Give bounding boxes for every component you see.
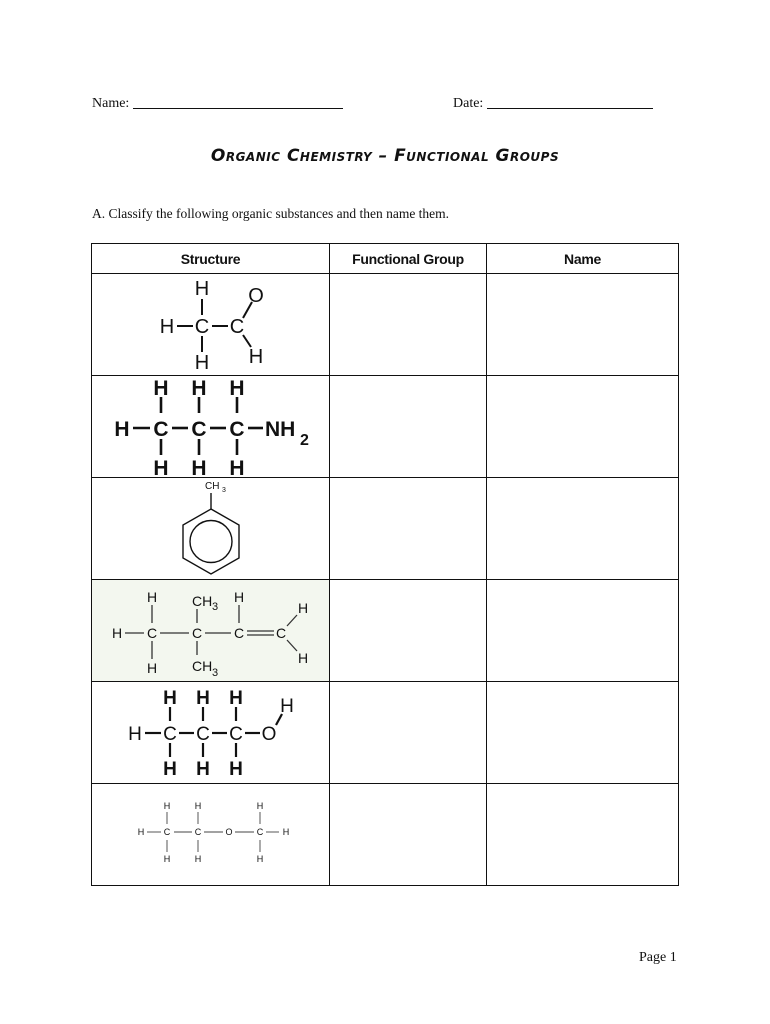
name-answer[interactable]	[487, 376, 679, 478]
atom-label: H	[248, 345, 264, 368]
atom-subscript: 3	[212, 600, 219, 613]
atom-label: H	[146, 659, 158, 676]
atom-label: H	[153, 456, 169, 477]
atom-label: H	[194, 800, 202, 811]
atom-label: C	[194, 315, 210, 338]
structure-cell	[92, 784, 330, 886]
structure-cell	[92, 682, 330, 784]
atom-subscript: 3	[212, 666, 219, 679]
name-blank[interactable]	[133, 94, 343, 109]
functional-group-answer[interactable]	[330, 784, 487, 886]
worksheet-table	[91, 243, 679, 886]
atom-label: H	[111, 624, 123, 641]
date-blank[interactable]	[487, 94, 653, 109]
header-functional-group: Functional Group	[330, 244, 487, 274]
structure-alkene	[92, 581, 329, 681]
atom-label: C	[191, 417, 207, 441]
atom-label: C	[146, 624, 158, 641]
structure-ether	[92, 785, 329, 885]
atom-label: H	[280, 695, 294, 717]
table-row	[92, 274, 679, 376]
atom-label: H	[163, 687, 177, 709]
atom-label: H	[256, 853, 264, 864]
atom-label: H	[194, 351, 210, 374]
atom-label: H	[194, 277, 210, 300]
name-label: Name:	[92, 96, 130, 111]
atom-label: H	[282, 826, 290, 837]
atom-label: H	[196, 687, 210, 709]
atom-label: CH	[192, 657, 213, 674]
atom-label: C	[256, 826, 264, 837]
page-title: Organic Chemistry – Functional Groups	[210, 146, 560, 166]
atom-label: H	[163, 758, 177, 780]
atom-label: H	[229, 758, 243, 780]
name-field[interactable]	[92, 94, 343, 112]
atom-label: C	[275, 624, 287, 641]
structure-toluene	[92, 479, 329, 579]
atom-label: O	[248, 284, 264, 307]
atom-label: C	[229, 723, 243, 745]
table-row	[92, 478, 679, 580]
instruction-text: A. Classify the following organic substances and then name them.	[92, 206, 450, 221]
atom-label: C	[163, 826, 171, 837]
name-answer[interactable]	[487, 274, 679, 376]
functional-group-answer[interactable]	[330, 376, 487, 478]
atom-label: C	[194, 826, 202, 837]
atom-label: H	[163, 853, 171, 864]
date-field[interactable]	[453, 94, 653, 112]
functional-group-answer[interactable]	[330, 580, 487, 682]
functional-group-answer[interactable]	[330, 682, 487, 784]
atom-label: O	[225, 826, 233, 837]
table-row	[92, 580, 679, 682]
name-answer[interactable]	[487, 682, 679, 784]
atom-subscript: 2	[300, 431, 309, 449]
name-answer[interactable]	[487, 580, 679, 682]
atom-label: C	[153, 417, 169, 441]
table-row	[92, 682, 679, 784]
header-structure: Structure	[92, 244, 330, 274]
atom-label: H	[163, 800, 171, 811]
atom-label: C	[229, 315, 245, 338]
atom-label: H	[146, 588, 158, 605]
functional-group-answer[interactable]	[330, 274, 487, 376]
atom-label: H	[297, 599, 309, 616]
atom-label: C	[229, 417, 245, 441]
table-row	[92, 376, 679, 478]
atom-label: H	[196, 758, 210, 780]
page-number: Page 1	[639, 950, 677, 965]
atom-label: H	[256, 800, 264, 811]
atom-label: NH	[265, 417, 296, 441]
atom-label: H	[233, 588, 245, 605]
atom-label: H	[159, 315, 175, 338]
atom-label: H	[114, 417, 130, 441]
structure-alcohol	[92, 683, 329, 783]
atom-label: H	[128, 723, 142, 745]
table-row	[92, 784, 679, 886]
atom-label: H	[229, 376, 245, 400]
atom-label: H	[194, 853, 202, 864]
atom-subscript: 3	[222, 486, 226, 494]
atom-label: C	[163, 723, 177, 745]
structure-cell	[92, 580, 330, 682]
structure-aldehyde	[92, 275, 329, 375]
header-name: Name	[487, 244, 679, 274]
atom-label: H	[191, 456, 207, 477]
structure-amine	[92, 377, 329, 477]
atom-label: C	[233, 624, 245, 641]
atom-label: CH	[205, 480, 220, 492]
name-answer[interactable]	[487, 784, 679, 886]
atom-label: H	[229, 456, 245, 477]
structure-cell	[92, 376, 330, 478]
table-header-row	[92, 244, 679, 274]
structure-cell	[92, 274, 330, 376]
atom-label: H	[153, 376, 169, 400]
atom-label: C	[196, 723, 210, 745]
date-label: Date:	[453, 96, 484, 111]
structure-cell	[92, 478, 330, 580]
atom-label: H	[137, 826, 145, 837]
name-answer[interactable]	[487, 478, 679, 580]
functional-group-answer[interactable]	[330, 478, 487, 580]
atom-label: H	[297, 649, 309, 666]
atom-label: H	[191, 376, 207, 400]
atom-label: H	[229, 687, 243, 709]
atom-label: CH	[192, 592, 213, 609]
atom-label: C	[191, 624, 203, 641]
atom-label: O	[261, 723, 277, 745]
